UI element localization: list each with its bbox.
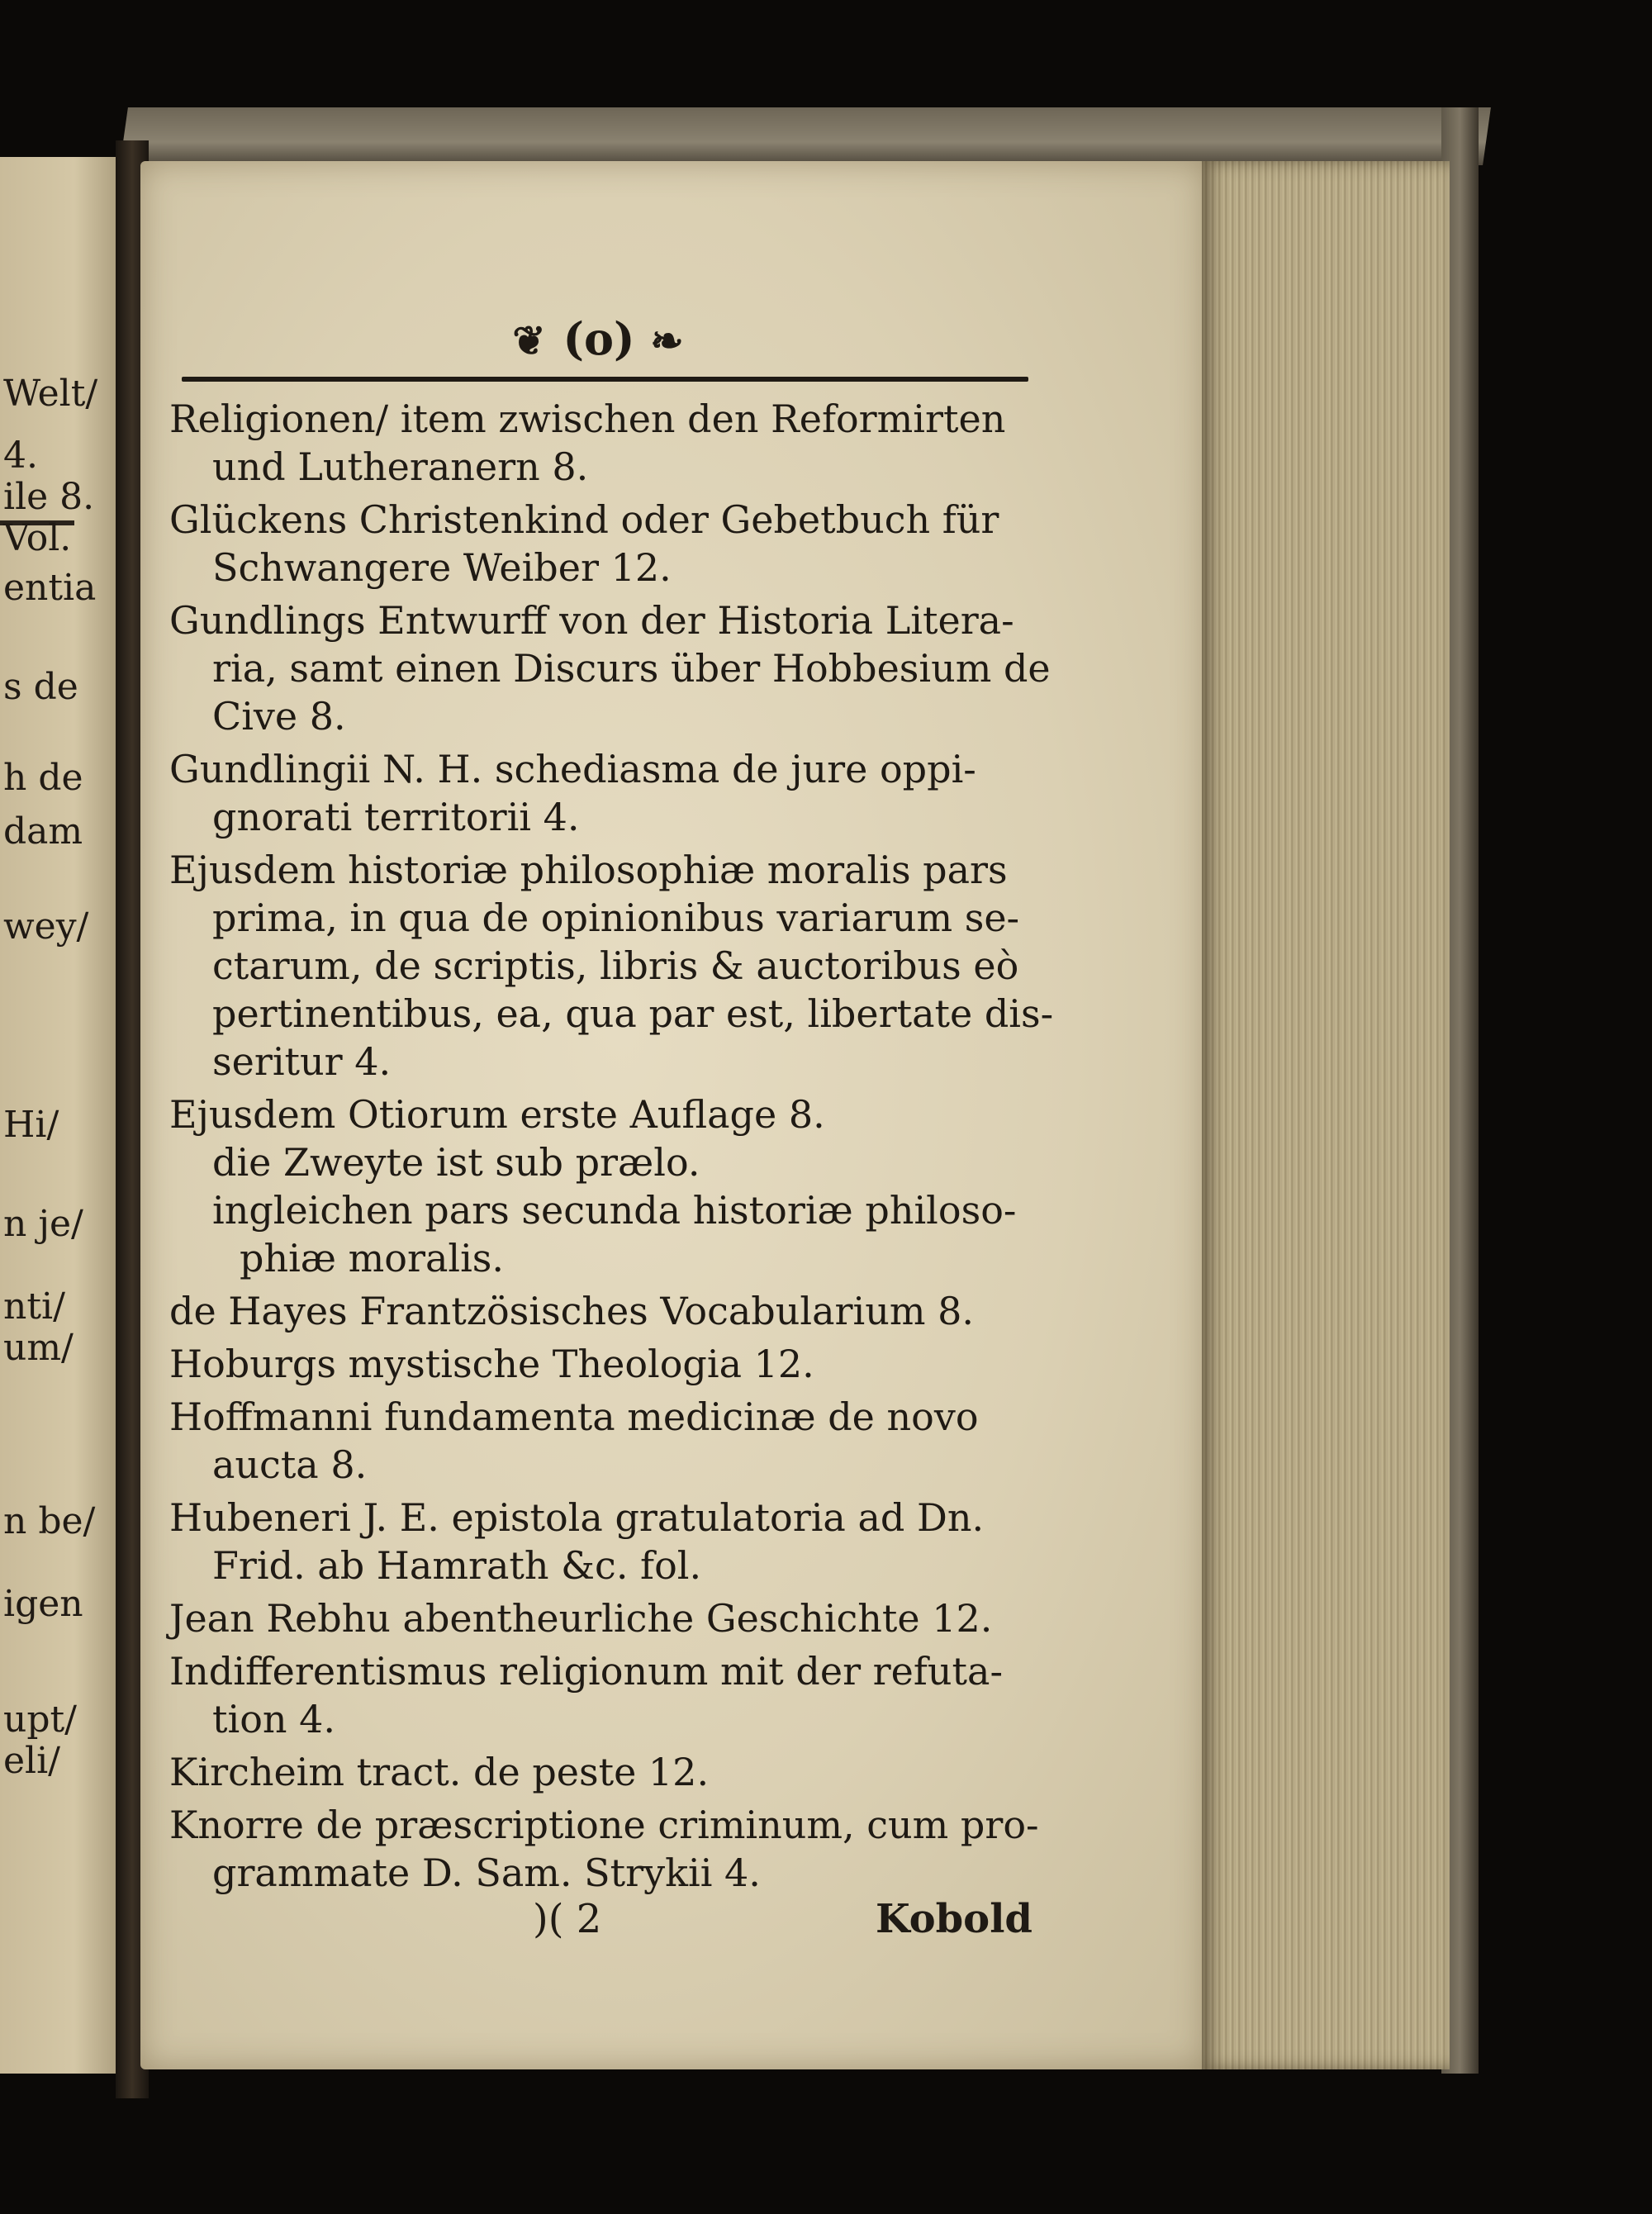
entry-continuation-line: aucta 8. <box>212 1442 368 1487</box>
ornament-right: ❧ <box>650 318 686 364</box>
left-page-fragment: Hi/ <box>3 1104 59 1146</box>
left-page-fragment: h de <box>3 757 83 799</box>
entry-continuation-line: phiæ moralis. <box>240 1236 505 1280</box>
entry-first-line: Ejusdem Otiorum erste Auflage 8. <box>169 1092 825 1137</box>
left-page-fragment: s de <box>3 666 78 708</box>
entry-first-line: Indifferentismus religionum mit der refuta- <box>169 1649 1003 1694</box>
entry-first-line: Glückens Christenkind oder Gebetbuch für <box>169 497 999 542</box>
running-header <box>165 310 1032 368</box>
entry-continuation-line: ria, samt einen Discurs über Hobbesium de <box>212 646 1051 691</box>
page-fore-edge <box>1202 161 1450 2069</box>
entry-first-line: Gundlings Entwurff von der Historia Litera- <box>169 598 1014 643</box>
entry-first-line: Kircheim tract. de peste 12. <box>169 1750 710 1794</box>
signature-mark: )( 2 <box>533 1896 602 1942</box>
entry-first-line: Knorre de præscriptione criminum, cum pro- <box>169 1803 1039 1847</box>
entry-continuation-line: die Zweyte ist sub prælo. <box>212 1140 700 1185</box>
entry-first-line: Ejusdem historiæ philosophiæ moralis pars <box>169 848 1008 892</box>
entry-first-line: de Hayes Frantzösisches Vocabularium 8. <box>169 1289 974 1333</box>
left-page-fragment: Vol. <box>3 517 72 559</box>
book-cover-top <box>120 107 1491 165</box>
entry-continuation-line: Cive 8. <box>212 694 346 739</box>
entry-continuation-line: ingleichen pars secunda historiæ philoso- <box>212 1188 1017 1233</box>
left-page-fragment: 4. <box>3 435 38 477</box>
catalog-entries <box>169 395 1054 1902</box>
entry-continuation-line: Frid. ab Hamrath &c. fol. <box>212 1543 702 1588</box>
entry-first-line: Religionen/ item zwischen den Reformirten <box>169 397 1006 441</box>
left-page-fragment: Welt/ <box>3 373 98 415</box>
catalog-entry <box>169 1494 1037 1589</box>
catalog-entry <box>169 745 1037 841</box>
entry-continuation-line: grammate D. Sam. Strykii 4. <box>212 1851 761 1895</box>
left-page-fragment: wey/ <box>3 905 89 948</box>
left-page-fragment: entia <box>3 567 97 609</box>
catalog-entry <box>169 496 1037 592</box>
catalog-entry <box>169 1801 1037 1897</box>
catalog-entry <box>169 1287 1037 1335</box>
entry-first-line: Gundlingii N. H. schediasma de jure oppi- <box>169 747 976 791</box>
left-page-fragment: nti/ <box>3 1285 65 1328</box>
entry-continuation-line: ctarum, de scriptis, libris & auctoribus eò <box>212 943 1019 988</box>
page-footer <box>169 1896 1032 1946</box>
catalog-entry <box>169 1090 1037 1282</box>
left-page-fragment: igen <box>3 1583 83 1625</box>
catalog-entry <box>169 1393 1037 1489</box>
left-page-fragment: upt/ <box>3 1699 78 1741</box>
catalog-entry <box>169 1748 1037 1796</box>
left-page-fragment: um/ <box>3 1327 74 1369</box>
entry-continuation-line: prima, in qua de opinionibus variarum se- <box>212 896 1020 940</box>
catalog-entry <box>169 846 1054 1086</box>
entry-continuation-line: gnorati territorii 4. <box>212 795 580 839</box>
catalog-entry <box>169 596 1051 740</box>
entry-continuation-line: pertinentibus, ea, qua par est, libertate dis- <box>212 991 1054 1036</box>
left-page-fragment: n be/ <box>3 1500 96 1542</box>
entry-continuation-line: tion 4. <box>212 1697 336 1741</box>
left-page-fragment: n je/ <box>3 1203 83 1245</box>
page-mark: (o) <box>563 312 635 365</box>
entry-first-line: Hoburgs mystische Theologia 12. <box>169 1342 814 1386</box>
entry-first-line: Hoffmanni fundamenta medicinæ de novo <box>169 1394 979 1439</box>
left-page-fragment: ile 8. <box>3 476 95 518</box>
left-page-fragment: eli/ <box>3 1740 61 1782</box>
header-rule <box>182 377 1028 382</box>
catalog-entry <box>169 1340 1037 1388</box>
entry-first-line: Jean Rebhu abentheurliche Geschichte 12. <box>169 1596 993 1641</box>
left-page-fragment: dam <box>3 810 83 853</box>
entry-continuation-line: und Lutheranern 8. <box>212 444 589 489</box>
entry-continuation-line: seritur 4. <box>212 1039 392 1084</box>
catalog-entry <box>169 395 1037 491</box>
entry-continuation-line: Schwangere Weiber 12. <box>212 545 672 590</box>
ornament-left: ❦ <box>512 318 548 364</box>
catchword: Kobold <box>875 1896 1032 1942</box>
catalog-entry <box>169 1647 1037 1743</box>
catalog-entry <box>169 1594 1037 1642</box>
entry-first-line: Hubeneri J. E. epistola gratulatoria ad Dn. <box>169 1495 985 1540</box>
